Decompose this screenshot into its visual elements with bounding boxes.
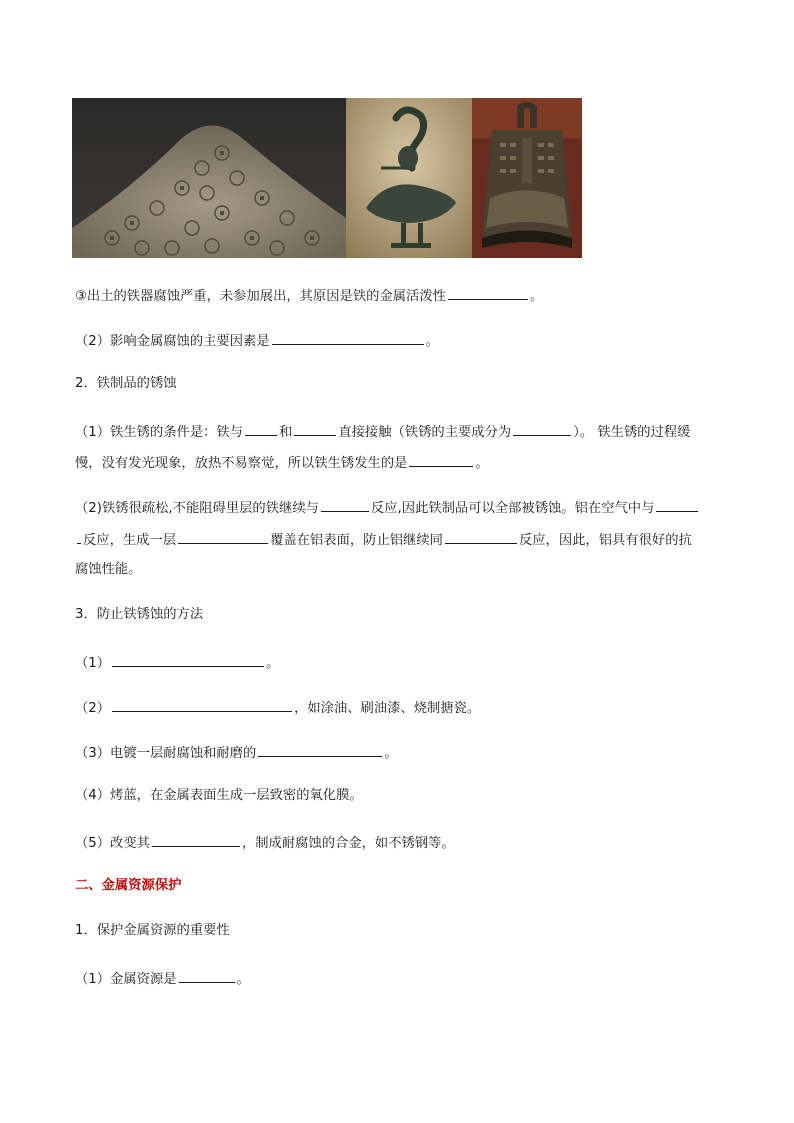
item3-text: ③出土的铁器腐蚀严重，未参加展出，其原因是铁的金属活泼性 (75, 289, 446, 304)
m1-a: （1） (75, 656, 111, 671)
blank-resource[interactable] (179, 967, 235, 983)
m5-a: （5）改变其 (75, 836, 150, 851)
m1-b: 。 (266, 656, 280, 671)
photo-bronze-bell (472, 98, 582, 258)
section-title-importance: 1．保护金属资源的重要性 (75, 923, 230, 938)
text-line-resource1 (75, 967, 725, 990)
m5-b: ，制成耐腐蚀的合金，如不锈钢等。 (241, 836, 455, 851)
blank-method3[interactable] (258, 741, 382, 757)
text-line-rust2-c: 腐蚀性能。 (75, 562, 142, 577)
blank-main-factors[interactable] (272, 329, 424, 345)
text-line-method2 (75, 696, 725, 719)
blank-rust-cond1[interactable] (245, 420, 277, 436)
blank-method1[interactable] (112, 651, 264, 667)
blank-rust-component[interactable] (513, 420, 571, 436)
text-line-method4: （4）烤蓝，在金属表面生成一层致密的氧化膜。 (75, 788, 363, 803)
text-line-rust1-a (75, 420, 725, 443)
rust2-a: （2)铁锈很疏松,不能阻碍里层的铁继续与 (75, 501, 319, 516)
m3-a: （3）电镀一层耐腐蚀和耐磨的 (75, 746, 257, 761)
blank-method2[interactable] (112, 696, 292, 712)
rust1-f: 。 (475, 456, 489, 471)
text-line-item3 (75, 284, 725, 307)
q2-end: 。 (425, 334, 439, 349)
photo-bronze-bird-lamp (346, 98, 472, 258)
item3-end: 。 (529, 289, 544, 304)
rust2-e: 反应，因此，铝具有很好的抗 (518, 533, 692, 548)
photo-ancient-coins (72, 98, 346, 258)
m2-a: （2） (75, 701, 111, 716)
blank-al-react[interactable] (445, 528, 517, 544)
blank-iron-react[interactable] (321, 496, 369, 512)
text-line-rust2-a (75, 496, 725, 519)
rust1-d: ）。 铁生锈的过程缓 (573, 425, 691, 440)
q2-text: （2）影响金属腐蚀的主要因素是 (75, 334, 270, 349)
blank-method5[interactable] (152, 831, 240, 847)
blank-al-air-cont[interactable] (77, 528, 81, 544)
m2-b: ，如涂油、刷油漆、烧制搪瓷。 (294, 701, 481, 716)
rust2-d: 覆盖在铝表面，防止铝继续同 (270, 533, 443, 548)
blank-rust-cond2[interactable] (294, 420, 336, 436)
blank-al-film[interactable] (178, 528, 268, 544)
blank-al-air[interactable] (656, 496, 698, 512)
part-title-resource-protection: 二、金属资源保护 (75, 878, 182, 893)
text-line-method5 (75, 831, 725, 854)
blank-activity[interactable] (448, 284, 528, 300)
rust1-c: 直接接触（铁锈的主要成分为 (338, 425, 512, 440)
r1-a: （1）金属资源是 (75, 972, 177, 987)
rust1-e: 慢，没有发光现象，放热不易察觉，所以铁生锈发生的是 (75, 456, 408, 471)
text-line-q2 (75, 329, 725, 352)
section-title-prevent-rust: 3．防止铁锈蚀的方法 (75, 607, 204, 622)
text-line-method3 (75, 741, 725, 764)
rust2-c: 反应，生成一层 (83, 533, 177, 548)
r1-b: 。 (236, 972, 250, 987)
text-line-rust2-b (75, 528, 725, 551)
rust1-a: （1）铁生锈的条件是：铁与 (75, 425, 244, 440)
m3-b: 。 (384, 746, 398, 761)
rust1-b: 和 (279, 425, 293, 440)
artifact-photos (72, 98, 582, 258)
text-line-method1 (75, 651, 725, 674)
rust2-b: 反应,因此铁制品可以全部被锈蚀。铝在空气中与 (370, 501, 655, 516)
blank-oxidation-type[interactable] (409, 451, 473, 467)
text-line-rust1-b (75, 451, 725, 474)
section-title-iron-rust: 2．铁制品的锈蚀 (75, 376, 177, 391)
